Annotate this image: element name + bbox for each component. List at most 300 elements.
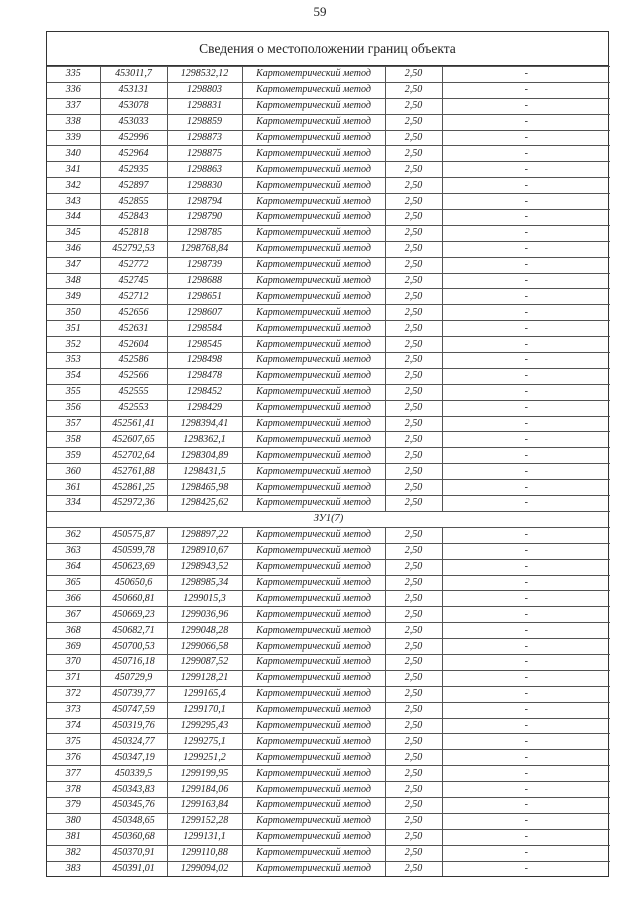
method-cell: Картометрический метод: [242, 400, 385, 416]
accuracy-cell: 2,50: [385, 210, 442, 226]
point-number-cell: 344: [47, 210, 100, 226]
x-coordinate-cell: 452561,41: [100, 416, 167, 432]
point-number-cell: 369: [47, 639, 100, 655]
table-row: [47, 464, 610, 480]
point-number-cell: 343: [47, 194, 100, 210]
x-coordinate-cell: 452855: [100, 194, 167, 210]
description-cell: -: [442, 162, 610, 178]
x-coordinate-cell: 452712: [100, 289, 167, 305]
method-cell: Картометрический метод: [242, 559, 385, 575]
table-row: [47, 416, 610, 432]
description-cell: -: [442, 734, 610, 750]
accuracy-cell: 2,50: [385, 368, 442, 384]
accuracy-cell: 2,50: [385, 670, 442, 686]
x-coordinate-cell: 452935: [100, 162, 167, 178]
point-number-cell: 371: [47, 670, 100, 686]
accuracy-cell: 2,50: [385, 702, 442, 718]
x-coordinate-cell: 450729,9: [100, 670, 167, 686]
point-number-cell: 375: [47, 734, 100, 750]
table-row: [47, 289, 610, 305]
point-number-cell: 376: [47, 750, 100, 766]
description-cell: -: [442, 813, 610, 829]
method-cell: Картометрический метод: [242, 384, 385, 400]
method-cell: Картометрический метод: [242, 797, 385, 813]
accuracy-cell: 2,50: [385, 591, 442, 607]
y-coordinate-cell: 1299128,21: [167, 670, 242, 686]
description-cell: -: [442, 861, 610, 876]
table-row: [47, 797, 610, 813]
description-cell: -: [442, 718, 610, 734]
x-coordinate-cell: 453011,7: [100, 67, 167, 83]
y-coordinate-cell: 1299199,95: [167, 766, 242, 782]
y-coordinate-cell: 1298785: [167, 225, 242, 241]
description-cell: -: [442, 654, 610, 670]
y-coordinate-cell: 1298429: [167, 400, 242, 416]
method-cell: Картометрический метод: [242, 67, 385, 83]
y-coordinate-cell: 1298831: [167, 98, 242, 114]
method-cell: Картометрический метод: [242, 845, 385, 861]
point-number-cell: 337: [47, 98, 100, 114]
x-coordinate-cell: 452607,65: [100, 432, 167, 448]
table-row: [47, 750, 610, 766]
accuracy-cell: 2,50: [385, 480, 442, 496]
y-coordinate-cell: 1298794: [167, 194, 242, 210]
method-cell: Картометрический метод: [242, 702, 385, 718]
x-coordinate-cell: 453131: [100, 82, 167, 98]
method-cell: Картометрический метод: [242, 750, 385, 766]
method-cell: Картометрический метод: [242, 432, 385, 448]
description-cell: -: [442, 368, 610, 384]
point-number-cell: 358: [47, 432, 100, 448]
method-cell: Картометрический метод: [242, 654, 385, 670]
table-row: [47, 67, 610, 83]
accuracy-cell: 2,50: [385, 400, 442, 416]
table-row: [47, 337, 610, 353]
accuracy-cell: 2,50: [385, 241, 442, 257]
x-coordinate-cell: 453078: [100, 98, 167, 114]
method-cell: Картометрический метод: [242, 82, 385, 98]
accuracy-cell: 2,50: [385, 639, 442, 655]
description-cell: -: [442, 353, 610, 369]
description-cell: -: [442, 130, 610, 146]
x-coordinate-cell: 450347,19: [100, 750, 167, 766]
description-cell: -: [442, 575, 610, 591]
y-coordinate-cell: 1298362,1: [167, 432, 242, 448]
table-row: [47, 146, 610, 162]
x-coordinate-cell: 452702,64: [100, 448, 167, 464]
x-coordinate-cell: 452555: [100, 384, 167, 400]
y-coordinate-cell: 1299163,84: [167, 797, 242, 813]
method-cell: Картометрический метод: [242, 782, 385, 798]
method-cell: Картометрический метод: [242, 686, 385, 702]
y-coordinate-cell: 1298910,67: [167, 543, 242, 559]
point-number-cell: 357: [47, 416, 100, 432]
y-coordinate-cell: 1298873: [167, 130, 242, 146]
point-number-cell: 374: [47, 718, 100, 734]
method-cell: Картометрический метод: [242, 734, 385, 750]
accuracy-cell: 2,50: [385, 861, 442, 876]
x-coordinate-cell: 452897: [100, 178, 167, 194]
x-coordinate-cell: 452761,88: [100, 464, 167, 480]
accuracy-cell: 2,50: [385, 813, 442, 829]
accuracy-cell: 2,50: [385, 225, 442, 241]
table-row: [47, 241, 610, 257]
y-coordinate-cell: 1298768,84: [167, 241, 242, 257]
x-coordinate-cell: 450360,68: [100, 829, 167, 845]
x-coordinate-cell: 450391,01: [100, 861, 167, 876]
point-number-cell: 367: [47, 607, 100, 623]
x-coordinate-cell: 450324,77: [100, 734, 167, 750]
point-number-cell: 364: [47, 559, 100, 575]
table-row: [47, 782, 610, 798]
description-cell: -: [442, 305, 610, 321]
description-cell: -: [442, 225, 610, 241]
y-coordinate-cell: 1298607: [167, 305, 242, 321]
x-coordinate-cell: 452772: [100, 257, 167, 273]
method-cell: Картометрический метод: [242, 337, 385, 353]
table-row: [47, 766, 610, 782]
description-cell: -: [442, 448, 610, 464]
accuracy-cell: 2,50: [385, 448, 442, 464]
table-row: [47, 845, 610, 861]
y-coordinate-cell: 1299165,4: [167, 686, 242, 702]
x-coordinate-cell: 450345,76: [100, 797, 167, 813]
table-row: [47, 130, 610, 146]
point-number-cell: 362: [47, 527, 100, 543]
method-cell: Картометрический метод: [242, 178, 385, 194]
description-cell: -: [442, 321, 610, 337]
x-coordinate-cell: 452818: [100, 225, 167, 241]
method-cell: Картометрический метод: [242, 670, 385, 686]
description-cell: -: [442, 607, 610, 623]
method-cell: Картометрический метод: [242, 114, 385, 130]
table-row: [47, 607, 610, 623]
table-title: Сведения о местоположении границ объекта: [47, 32, 608, 66]
method-cell: Картометрический метод: [242, 146, 385, 162]
y-coordinate-cell: 1298897,22: [167, 527, 242, 543]
description-cell: -: [442, 384, 610, 400]
point-number-cell: 340: [47, 146, 100, 162]
description-cell: -: [442, 416, 610, 432]
point-number-cell: 342: [47, 178, 100, 194]
method-cell: Картометрический метод: [242, 496, 385, 512]
table-row: [47, 718, 610, 734]
accuracy-cell: 2,50: [385, 162, 442, 178]
y-coordinate-cell: 1299275,1: [167, 734, 242, 750]
y-coordinate-cell: 1298875: [167, 146, 242, 162]
accuracy-cell: 2,50: [385, 67, 442, 83]
point-number-cell: 353: [47, 353, 100, 369]
accuracy-cell: 2,50: [385, 82, 442, 98]
x-coordinate-cell: 450716,18: [100, 654, 167, 670]
point-number-cell: 356: [47, 400, 100, 416]
point-number-cell: 338: [47, 114, 100, 130]
method-cell: Картометрический метод: [242, 225, 385, 241]
description-cell: -: [442, 591, 610, 607]
x-coordinate-cell: 452996: [100, 130, 167, 146]
description-cell: -: [442, 289, 610, 305]
table-row: [47, 368, 610, 384]
method-cell: Картометрический метод: [242, 98, 385, 114]
point-number-cell: 336: [47, 82, 100, 98]
point-number-cell: 377: [47, 766, 100, 782]
accuracy-cell: 2,50: [385, 305, 442, 321]
accuracy-cell: 2,50: [385, 178, 442, 194]
description-cell: -: [442, 543, 610, 559]
table-row: [47, 829, 610, 845]
description-cell: -: [442, 194, 610, 210]
y-coordinate-cell: 1298859: [167, 114, 242, 130]
accuracy-cell: 2,50: [385, 416, 442, 432]
description-cell: -: [442, 464, 610, 480]
accuracy-cell: 2,50: [385, 734, 442, 750]
method-cell: Картометрический метод: [242, 368, 385, 384]
description-cell: -: [442, 257, 610, 273]
point-number-cell: 365: [47, 575, 100, 591]
table-row: [47, 654, 610, 670]
point-number-cell: 354: [47, 368, 100, 384]
x-coordinate-cell: 450669,23: [100, 607, 167, 623]
description-cell: -: [442, 496, 610, 512]
y-coordinate-cell: 1298394,41: [167, 416, 242, 432]
table-row: [47, 623, 610, 639]
table-row: [47, 591, 610, 607]
y-coordinate-cell: 1298465,98: [167, 480, 242, 496]
method-cell: Картометрический метод: [242, 813, 385, 829]
table-row: [47, 559, 610, 575]
table-row: [47, 448, 610, 464]
accuracy-cell: 2,50: [385, 782, 442, 798]
point-number-cell: 348: [47, 273, 100, 289]
y-coordinate-cell: 1299251,2: [167, 750, 242, 766]
description-cell: -: [442, 670, 610, 686]
description-cell: -: [442, 559, 610, 575]
description-cell: -: [442, 829, 610, 845]
description-cell: -: [442, 797, 610, 813]
point-number-cell: 380: [47, 813, 100, 829]
y-coordinate-cell: 1298532,12: [167, 67, 242, 83]
table-row: [47, 194, 610, 210]
y-coordinate-cell: 1298304,89: [167, 448, 242, 464]
method-cell: Картометрический метод: [242, 448, 385, 464]
description-cell: -: [442, 400, 610, 416]
table-row: [47, 543, 610, 559]
accuracy-cell: 2,50: [385, 432, 442, 448]
description-cell: -: [442, 480, 610, 496]
table-row: [47, 353, 610, 369]
table-row: [47, 82, 610, 98]
table-row: [47, 210, 610, 226]
table-row: [47, 178, 610, 194]
description-cell: -: [442, 241, 610, 257]
accuracy-cell: 2,50: [385, 146, 442, 162]
x-coordinate-cell: 450700,53: [100, 639, 167, 655]
table-row: [47, 813, 610, 829]
y-coordinate-cell: 1298739: [167, 257, 242, 273]
method-cell: Картометрический метод: [242, 194, 385, 210]
table-row: [47, 702, 610, 718]
x-coordinate-cell: 450319,76: [100, 718, 167, 734]
method-cell: Картометрический метод: [242, 210, 385, 226]
accuracy-cell: 2,50: [385, 686, 442, 702]
point-number-cell: 368: [47, 623, 100, 639]
method-cell: Картометрический метод: [242, 416, 385, 432]
accuracy-cell: 2,50: [385, 607, 442, 623]
table-row: [47, 432, 610, 448]
y-coordinate-cell: 1298651: [167, 289, 242, 305]
method-cell: Картометрический метод: [242, 130, 385, 146]
description-cell: -: [442, 82, 610, 98]
point-number-cell: 334: [47, 496, 100, 512]
boundary-table: [46, 31, 609, 877]
x-coordinate-cell: 450370,91: [100, 845, 167, 861]
x-coordinate-cell: 452566: [100, 368, 167, 384]
description-cell: -: [442, 210, 610, 226]
accuracy-cell: 2,50: [385, 321, 442, 337]
accuracy-cell: 2,50: [385, 797, 442, 813]
table-row: [47, 686, 610, 702]
y-coordinate-cell: 1299184,06: [167, 782, 242, 798]
table-row: [47, 575, 610, 591]
method-cell: Картометрический метод: [242, 353, 385, 369]
table-row: [47, 496, 610, 512]
point-number-cell: 335: [47, 67, 100, 83]
accuracy-cell: 2,50: [385, 464, 442, 480]
accuracy-cell: 2,50: [385, 527, 442, 543]
y-coordinate-cell: 1298452: [167, 384, 242, 400]
table-row: [47, 527, 610, 543]
description-cell: -: [442, 178, 610, 194]
description-cell: -: [442, 98, 610, 114]
table-row: [47, 384, 610, 400]
y-coordinate-cell: 1298985,34: [167, 575, 242, 591]
x-coordinate-cell: 450747,59: [100, 702, 167, 718]
accuracy-cell: 2,50: [385, 273, 442, 289]
y-coordinate-cell: 1299066,58: [167, 639, 242, 655]
accuracy-cell: 2,50: [385, 496, 442, 512]
description-cell: -: [442, 845, 610, 861]
accuracy-cell: 2,50: [385, 829, 442, 845]
table-row: [47, 162, 610, 178]
description-cell: -: [442, 146, 610, 162]
point-number-cell: 373: [47, 702, 100, 718]
description-cell: -: [442, 67, 610, 83]
table-row: [47, 480, 610, 496]
table-row: [47, 400, 610, 416]
table-row: [47, 98, 610, 114]
x-coordinate-cell: 450623,69: [100, 559, 167, 575]
x-coordinate-cell: 452631: [100, 321, 167, 337]
y-coordinate-cell: 1299170,1: [167, 702, 242, 718]
x-coordinate-cell: 452964: [100, 146, 167, 162]
x-coordinate-cell: 452843: [100, 210, 167, 226]
x-coordinate-cell: 450599,78: [100, 543, 167, 559]
y-coordinate-cell: 1298830: [167, 178, 242, 194]
description-cell: -: [442, 623, 610, 639]
x-coordinate-cell: 450650,6: [100, 575, 167, 591]
accuracy-cell: 2,50: [385, 718, 442, 734]
table-row: [47, 734, 610, 750]
description-cell: -: [442, 273, 610, 289]
x-coordinate-cell: 450339,5: [100, 766, 167, 782]
accuracy-cell: 2,50: [385, 289, 442, 305]
accuracy-cell: 2,50: [385, 130, 442, 146]
accuracy-cell: 2,50: [385, 559, 442, 575]
x-coordinate-cell: 450739,77: [100, 686, 167, 702]
x-coordinate-cell: 453033: [100, 114, 167, 130]
method-cell: Картометрический метод: [242, 543, 385, 559]
method-cell: Картометрический метод: [242, 480, 385, 496]
point-number-cell: 355: [47, 384, 100, 400]
y-coordinate-cell: 1299036,96: [167, 607, 242, 623]
coordinates-table-body: [47, 67, 610, 877]
description-cell: -: [442, 686, 610, 702]
point-number-cell: 378: [47, 782, 100, 798]
accuracy-cell: 2,50: [385, 353, 442, 369]
y-coordinate-cell: 1298863: [167, 162, 242, 178]
y-coordinate-cell: 1298478: [167, 368, 242, 384]
x-coordinate-cell: 450343,83: [100, 782, 167, 798]
table-row: [47, 225, 610, 241]
x-coordinate-cell: 450575,87: [100, 527, 167, 543]
accuracy-cell: 2,50: [385, 750, 442, 766]
point-number-cell: 339: [47, 130, 100, 146]
y-coordinate-cell: 1298584: [167, 321, 242, 337]
table-row: [47, 257, 610, 273]
table-row: [47, 861, 610, 876]
method-cell: Картометрический метод: [242, 464, 385, 480]
method-cell: Картометрический метод: [242, 257, 385, 273]
point-number-cell: 366: [47, 591, 100, 607]
point-number-cell: 345: [47, 225, 100, 241]
y-coordinate-cell: 1298431,5: [167, 464, 242, 480]
table-row: [47, 273, 610, 289]
method-cell: Картометрический метод: [242, 527, 385, 543]
point-number-cell: 346: [47, 241, 100, 257]
method-cell: Картометрический метод: [242, 639, 385, 655]
accuracy-cell: 2,50: [385, 543, 442, 559]
accuracy-cell: 2,50: [385, 845, 442, 861]
point-number-cell: 350: [47, 305, 100, 321]
point-number-cell: 360: [47, 464, 100, 480]
method-cell: Картометрический метод: [242, 861, 385, 876]
page-number: 59: [313, 4, 327, 19]
point-number-cell: 349: [47, 289, 100, 305]
accuracy-cell: 2,50: [385, 575, 442, 591]
method-cell: Картометрический метод: [242, 162, 385, 178]
table-row: [47, 305, 610, 321]
table-row: [47, 670, 610, 686]
point-number-cell: 341: [47, 162, 100, 178]
y-coordinate-cell: 1299110,88: [167, 845, 242, 861]
accuracy-cell: 2,50: [385, 257, 442, 273]
description-cell: -: [442, 337, 610, 353]
accuracy-cell: 2,50: [385, 194, 442, 210]
method-cell: Картометрический метод: [242, 575, 385, 591]
y-coordinate-cell: 1299152,28: [167, 813, 242, 829]
accuracy-cell: 2,50: [385, 654, 442, 670]
y-coordinate-cell: 1299015,3: [167, 591, 242, 607]
method-cell: Картометрический метод: [242, 241, 385, 257]
accuracy-cell: 2,50: [385, 623, 442, 639]
accuracy-cell: 2,50: [385, 114, 442, 130]
method-cell: Картометрический метод: [242, 289, 385, 305]
accuracy-cell: 2,50: [385, 384, 442, 400]
table-row: [47, 321, 610, 337]
y-coordinate-cell: 1299131,1: [167, 829, 242, 845]
x-coordinate-cell: 452656: [100, 305, 167, 321]
point-number-cell: 383: [47, 861, 100, 876]
